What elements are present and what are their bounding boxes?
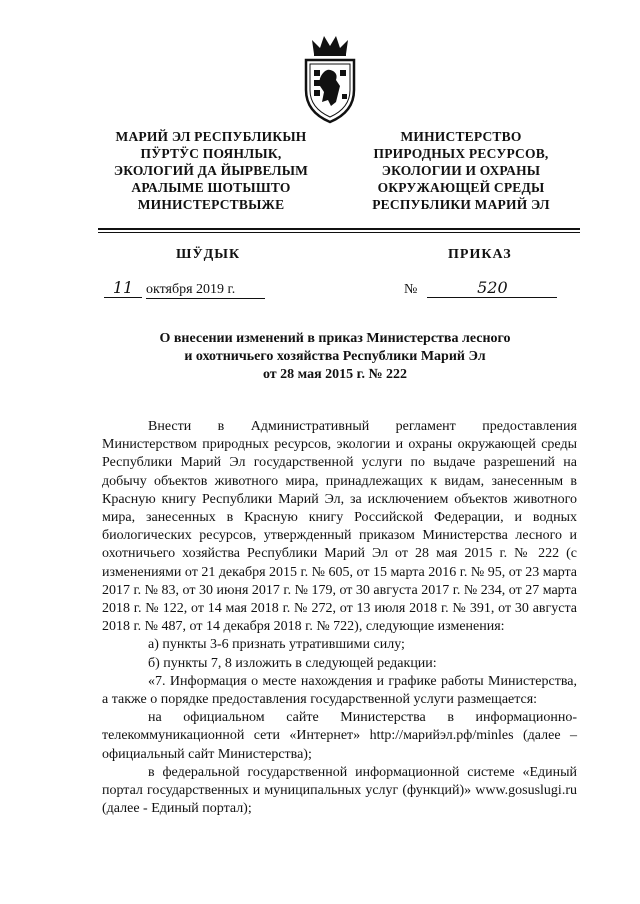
body-paragraph: Внести в Административный регламент предоставления Министерством природных ресурсов, экологии и охраны окружающей среды Республики Марий Эл государственной услуги по выдаче разрешений на добычу объектов животного мира, принадлежащих к видам, занесенным в Красную книгу Республики Марий Эл, за исключением объектов животного мира, занесенных в Красную книгу Российской Федерации, и водных биологических ресурсов, утвержденный приказом Министерства лесного и охотничьего хозяйства Республики Марий Эл от 28 мая 2015 г. № 222 (с изменениями от 21 декабря 2015 г. № 605, от 15 марта 2016 г. № 95, от 23 марта 2017 г. № 83, от 30 июня 2017 г. № 179, от 30 августа 2017 г. № 234, от 27 марта 2018 г. № 122, от 14 мая 2018 г. № 272, от 13 июля 2018 г. № 391, от 30 августа 2018 г. № 487, от 14 декабря 2018 г. № 722), следующие изменения: xyxy=(102,419,578,635)
header-left-line: ПӰРТӰС ПОЯНЛЫК, xyxy=(140,146,282,161)
document-number xyxy=(404,278,557,298)
body-paragraph: «7. Информация о месте нахождения и графике работы Министерства, а также о порядке предоставления государственной услуги размещается: xyxy=(102,673,577,708)
header-right-line: ЭКОЛОГИИ И ОХРАНЫ xyxy=(381,163,541,178)
document-date xyxy=(104,278,265,299)
title-line: О внесении изменений в приказ Министерства лесного xyxy=(159,331,511,346)
header-right-line: ОКРУЖАЮЩЕЙ СРЕДЫ xyxy=(377,180,545,195)
date-month-year: октября 2019 г. xyxy=(146,282,265,299)
header-left-line: МИНИСТЕРСТВЫЖЕ xyxy=(137,197,285,212)
number-value-handwritten: 520 xyxy=(427,278,557,298)
coat-of-arms-emblem xyxy=(298,28,362,124)
title-line: и охотничьего хозяйства Республики Марий Эл xyxy=(184,349,486,364)
header-divider-thin xyxy=(98,232,580,233)
header-left-line: АРАЛЫМЕ ШОТЫШТО xyxy=(131,180,291,195)
body-paragraph: в федеральной государственной информационной системе «Единый портал государственных и муниципальных услуг (функций)» www.gosuslugi.ru (далее - Единый портал); xyxy=(102,764,577,817)
header-left-line: ЭКОЛОГИЙ ДА ЙЫРВЕЛЫМ xyxy=(113,163,309,178)
header-left-mari xyxy=(86,128,336,213)
body-paragraph: на официальном сайте Министерства в информационно-телекоммуникационной сети «Интернет» http://марийэл.рф/minles (далее – официальный сайт Министерства); xyxy=(102,710,577,762)
date-day-handwritten: 11 xyxy=(104,278,142,298)
document-body xyxy=(102,418,577,818)
header-right-russian xyxy=(336,128,586,213)
doc-type-mari: ШӰДЫК xyxy=(176,247,241,262)
body-paragraph: б) пункты 7, 8 изложить в следующей редакции: xyxy=(148,655,437,671)
header-right-line: МИНИСТЕРСТВО xyxy=(400,129,522,144)
number-sign: № xyxy=(404,282,418,297)
header-divider-thick xyxy=(98,228,580,230)
document-title xyxy=(110,330,560,384)
body-paragraph: а) пункты 3-6 признать утратившими силу; xyxy=(148,637,405,653)
title-line: от 28 мая 2015 г. № 222 xyxy=(262,367,408,382)
header-left-line: МАРИЙ ЭЛ РЕСПУБЛИКЫН xyxy=(115,129,307,144)
header-right-line: РЕСПУБЛИКИ МАРИЙ ЭЛ xyxy=(372,197,550,212)
header-right-line: ПРИРОДНЫХ РЕСУРСОВ, xyxy=(373,146,549,161)
doc-type-russian: ПРИКАЗ xyxy=(448,247,512,262)
